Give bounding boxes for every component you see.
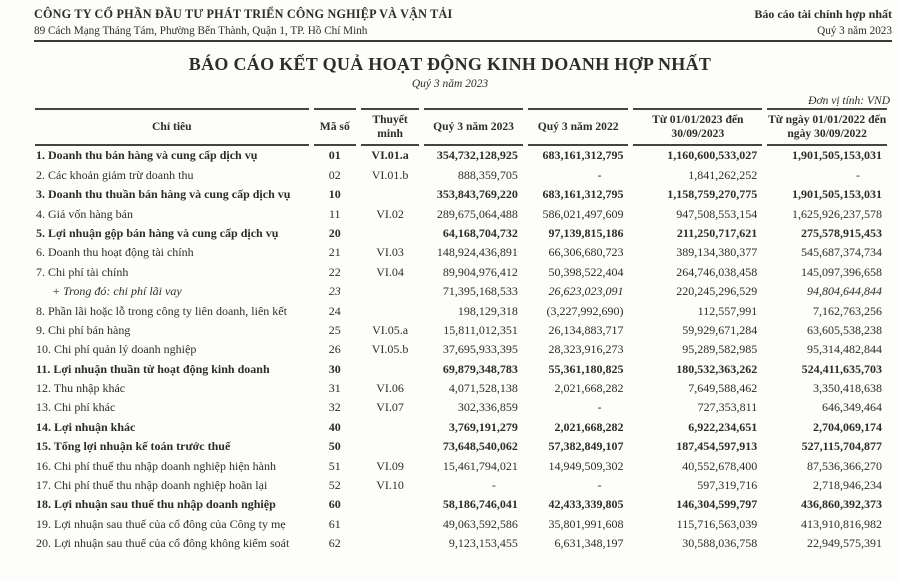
column-header: Mã số	[314, 108, 356, 146]
row-value: 94,804,644,844	[807, 284, 882, 299]
row-note	[361, 359, 419, 378]
row-note: VI.06	[376, 381, 404, 396]
row-value: 888,359,705	[457, 167, 518, 182]
row-value: 14,949,509,302	[548, 458, 624, 473]
row-value: 1,625,926,237,578	[792, 206, 882, 221]
row-value: 58,186,746,041	[442, 497, 518, 512]
row-value: 66,306,680,723	[548, 245, 624, 260]
row-code: 31	[328, 381, 341, 396]
row-value: 26,623,023,091	[548, 284, 624, 299]
row-note	[361, 224, 419, 243]
row-value: 28,323,916,273	[548, 342, 624, 357]
row-value: 15,811,012,351	[443, 322, 518, 337]
row-value: 42,433,339,805	[548, 497, 624, 512]
table-row	[35, 282, 887, 301]
row-note	[361, 437, 419, 456]
table-row	[35, 456, 887, 475]
income-statement-table	[30, 108, 892, 553]
row-value: 646,349,464	[822, 400, 882, 415]
row-label: 14. Lợi nhuận khác	[36, 419, 136, 434]
row-value: 1,160,600,533,027	[667, 148, 758, 163]
row-value: -	[491, 478, 496, 493]
table-row	[35, 534, 887, 553]
row-value: 26,134,883,717	[548, 322, 624, 337]
row-value: 545,687,374,734	[801, 245, 882, 260]
row-value: 7,162,763,256	[813, 303, 882, 318]
row-code: 52	[328, 478, 341, 493]
row-code: 61	[328, 516, 341, 531]
table-row	[35, 146, 887, 165]
row-code: 62	[328, 536, 341, 551]
row-label: 19. Lợi nhuận sau thuế của cổ đông của Công ty mẹ	[36, 516, 286, 531]
row-label: 2. Các khoản giảm trừ doanh thu	[36, 167, 194, 182]
row-value: 275,578,915,453	[801, 225, 882, 240]
column-header: Chỉ tiêu	[35, 108, 309, 146]
row-value: 89,904,976,412	[442, 264, 518, 279]
row-value: -	[856, 167, 860, 182]
row-value: 727,353,811	[697, 400, 758, 415]
row-value: 353,843,769,220	[436, 187, 518, 202]
row-value: 2,021,668,282	[554, 381, 624, 396]
row-value: 95,314,482,844	[807, 342, 882, 357]
row-label: 15. Tổng lợi nhuận kế toán trước thuế	[36, 439, 231, 454]
row-value: 597,319,716	[697, 478, 758, 493]
table-row	[35, 495, 887, 514]
row-value: 187,454,597,913	[676, 439, 758, 454]
row-code: 40	[328, 419, 341, 434]
row-label: 3. Doanh thu thuần bán hàng và cung cấp dịch vụ	[36, 187, 291, 202]
table-row	[35, 476, 887, 495]
row-value: 302,336,859	[457, 400, 518, 415]
row-value: 22,949,575,391	[807, 536, 882, 551]
row-value: 15,461,794,021	[442, 458, 518, 473]
row-value: 49,063,592,586	[442, 516, 518, 531]
row-label: 20. Lợi nhuận sau thuế của cổ đông không kiểm soát	[36, 536, 290, 551]
row-note	[361, 282, 419, 301]
row-note: VI.04	[376, 264, 404, 279]
row-value: 71,395,168,533	[442, 284, 518, 299]
table-row	[35, 262, 887, 281]
row-note	[361, 495, 419, 514]
row-label: 6. Doanh thu hoạt động tài chính	[36, 245, 194, 260]
row-code: 23	[328, 284, 341, 299]
row-value: 289,675,064,488	[436, 206, 518, 221]
row-value: 9,123,153,455	[448, 536, 518, 551]
table-row	[35, 185, 887, 204]
row-code: 22	[328, 264, 341, 279]
row-value: 198,129,318	[457, 303, 518, 318]
table-row	[35, 514, 887, 533]
row-code: 01	[328, 148, 341, 163]
letterhead-left	[34, 7, 452, 37]
row-note	[361, 514, 419, 533]
row-value: 148,924,436,891	[436, 245, 518, 260]
row-code: 32	[328, 400, 341, 415]
row-value: 7,649,588,462	[688, 381, 758, 396]
row-label: 5. Lợi nhuận gộp bán hàng và cung cấp dịch vụ	[36, 225, 279, 240]
row-label: 9. Chi phí bán hàng	[36, 322, 131, 337]
table-header-row	[35, 108, 887, 146]
row-note: VI.02	[376, 206, 404, 221]
column-header: Từ 01/01/2023 đến 30/09/2023	[633, 108, 762, 146]
row-code: 30	[328, 361, 341, 376]
row-note	[361, 185, 419, 204]
row-value: 30,588,036,758	[682, 536, 758, 551]
row-label: 16. Chi phí thuế thu nhập doanh nghiệp hiện hành	[36, 458, 276, 473]
row-code: 26	[328, 342, 341, 357]
row-value: 264,746,038,458	[676, 264, 758, 279]
row-value: 37,695,933,395	[442, 342, 518, 357]
table-row	[35, 243, 887, 262]
table-row	[35, 437, 887, 456]
column-header: Từ ngày 01/01/2022 đến ngày 30/09/2022	[767, 108, 887, 146]
table-row	[35, 417, 887, 436]
row-label: 4. Giá vốn hàng bán	[36, 206, 133, 221]
row-value: 63,605,538,238	[807, 322, 882, 337]
row-code: 20	[328, 225, 341, 240]
column-header: Thuyết minh	[361, 108, 419, 146]
row-value: 6,922,234,651	[688, 419, 758, 434]
row-value: 389,134,380,377	[676, 245, 758, 260]
row-label: 13. Chi phí khác	[36, 400, 116, 415]
table-row	[35, 398, 887, 417]
company-address: 89 Cách Mạng Tháng Tám, Phường Bến Thành, Quận 1, TP. Hồ Chí Minh	[34, 25, 368, 37]
row-value: 69,879,348,783	[442, 361, 518, 376]
row-value: 1,158,759,270,775	[667, 187, 758, 202]
row-code: 60	[328, 497, 341, 512]
row-value: 97,139,815,186	[548, 225, 624, 240]
row-value: 3,350,418,638	[813, 381, 882, 396]
row-code: 25	[328, 322, 341, 337]
report-table-body	[35, 146, 887, 553]
row-code: 50	[328, 439, 341, 454]
row-note	[361, 534, 419, 553]
row-note	[361, 417, 419, 436]
currency-unit-note: Đơn vị tính: VND	[808, 95, 890, 107]
row-value: 6,631,348,197	[554, 536, 624, 551]
row-code: 02	[328, 167, 341, 182]
report-type: Báo cáo tài chính hợp nhất	[754, 7, 892, 21]
row-label: 12. Thu nhập khác	[36, 381, 126, 396]
table-row	[35, 359, 887, 378]
company-name: CÔNG TY CỔ PHẦN ĐẦU TƯ PHÁT TRIỂN CÔNG NGHIỆP VÀ VẬN TẢI	[34, 7, 453, 21]
row-label: 7. Chi phí tài chính	[36, 264, 129, 279]
row-value: 1,901,505,153,031	[792, 148, 882, 163]
page-subtitle: Quý 3 năm 2023	[411, 78, 489, 90]
column-header: Quý 3 năm 2023	[424, 108, 523, 146]
row-note: VI.07	[376, 400, 404, 415]
row-value: 35,801,991,608	[548, 516, 624, 531]
row-code: 21	[328, 245, 341, 260]
table-row	[35, 301, 887, 320]
row-note: VI.01.a	[371, 148, 409, 163]
table-row	[35, 340, 887, 359]
row-note: VI.10	[376, 478, 404, 493]
row-label: 8. Phần lãi hoặc lỗ trong công ty liên doanh, liên kết	[36, 303, 287, 318]
row-value: 146,304,599,797	[676, 497, 758, 512]
row-code: 51	[328, 458, 341, 473]
column-header: Quý 3 năm 2022	[528, 108, 629, 146]
report-period: Quý 3 năm 2023	[817, 25, 892, 37]
row-value: 413,910,816,982	[801, 516, 882, 531]
row-value: 50,398,522,404	[548, 264, 624, 279]
page-title: BÁO CÁO KẾT QUẢ HOẠT ĐỘNG KINH DOANH HỢP NHẤT	[188, 54, 712, 74]
row-value: 95,289,582,985	[682, 342, 758, 357]
row-value: 112,557,991	[697, 303, 758, 318]
row-value: 2,718,946,234	[813, 478, 882, 493]
row-note: VI.01.b	[371, 167, 409, 182]
row-value: 59,929,671,284	[682, 322, 758, 337]
table-row	[35, 165, 887, 184]
row-value: 4,071,528,138	[448, 381, 518, 396]
row-value: 527,115,704,877	[801, 439, 882, 454]
table-row	[35, 379, 887, 398]
row-value: 354,732,128,925	[436, 148, 518, 163]
row-code: 11	[329, 206, 341, 221]
row-value: 73,648,540,062	[442, 439, 518, 454]
table-row	[35, 224, 887, 243]
row-note: VI.03	[376, 245, 404, 260]
letterhead-right	[754, 7, 892, 37]
row-value: 145,097,396,658	[801, 264, 882, 279]
row-value: 947,508,553,154	[676, 206, 758, 221]
row-value: -	[597, 400, 602, 415]
row-value: 211,250,717,621	[676, 225, 758, 240]
row-value: 55,361,180,825	[548, 361, 624, 376]
row-value: 40,552,678,400	[682, 458, 758, 473]
row-value: (3,227,992,690)	[546, 303, 624, 318]
row-value: -	[597, 478, 602, 493]
table-row	[35, 321, 887, 340]
row-value: 683,161,312,795	[542, 148, 624, 163]
row-value: -	[597, 167, 602, 182]
row-label: 10. Chi phí quản lý doanh nghiệp	[36, 342, 197, 357]
row-note: VI.05.b	[371, 342, 409, 357]
row-value: 64,168,704,732	[442, 225, 518, 240]
row-label: 18. Lợi nhuận sau thuế thu nhập doanh nghiệp	[36, 497, 276, 512]
row-value: 57,382,849,107	[548, 439, 624, 454]
row-note: VI.05.a	[372, 322, 409, 337]
row-value: 1,901,505,153,031	[792, 187, 882, 202]
row-value: 524,411,635,703	[801, 361, 882, 376]
row-note: VI.09	[376, 458, 404, 473]
row-note	[361, 301, 419, 320]
row-value: 115,716,563,039	[676, 516, 758, 531]
row-label: 11. Lợi nhuận thuần từ hoạt động kinh doanh	[36, 361, 270, 376]
row-label: 1. Doanh thu bán hàng và cung cấp dịch vụ	[36, 148, 258, 163]
letterhead	[34, 0, 892, 42]
row-code: 10	[328, 187, 341, 202]
row-code: 24	[328, 303, 341, 318]
row-label: 17. Chi phí thuế thu nhập doanh nghiệp hoãn lại	[36, 478, 268, 493]
row-value: 586,021,497,609	[542, 206, 624, 221]
row-value: 220,245,296,529	[676, 284, 758, 299]
row-value: 2,704,069,174	[813, 419, 882, 434]
row-value: 436,860,392,373	[801, 497, 882, 512]
row-value: 3,769,191,279	[448, 419, 518, 434]
row-value: 180,532,363,262	[676, 361, 758, 376]
row-label: + Trong đó: chi phí lãi vay	[52, 284, 182, 299]
row-value: 1,841,262,252	[688, 167, 758, 182]
row-value: 87,536,366,270	[807, 458, 882, 473]
row-value: 683,161,312,795	[542, 187, 624, 202]
table-row	[35, 204, 887, 223]
row-value: 2,021,668,282	[554, 419, 624, 434]
